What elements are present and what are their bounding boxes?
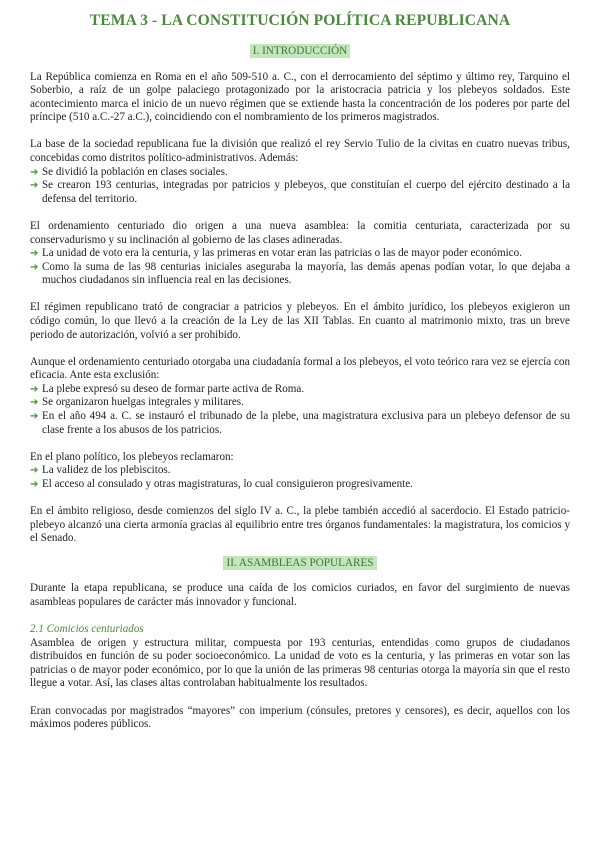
section-heading-wrap — [30, 556, 570, 571]
list-item: ➔ Se organizaron huelgas integrales y militares. — [30, 396, 244, 409]
paragraph: El ordenamiento centuriado dio origen a una nueva asamblea: la comitia centuriata, caracterizada por su conservadurismo y su inclinación al gobierno de las clases adineradas. — [30, 219, 570, 246]
arrow-icon: ➔ — [30, 465, 39, 477]
list-item: ➔ La plebe expresó su deseo de formar parte activa de Roma. — [30, 382, 305, 395]
bullet-list — [30, 247, 570, 288]
list-item: ➔ Se crearon 193 centurias, integradas por patricios y plebeyos, que constituían el cuerpo del ejército destinado a la defensa del territorio. — [30, 179, 570, 205]
arrow-icon: ➔ — [30, 248, 39, 260]
paragraph: El régimen republicano trató de congraciar a patricios y plebeyos. En el ámbito jurídico, los plebeyos exigieron un código común, lo que llevó a la creación de la Ley de las XII Tablas. En cuanto al matrimonio mixto, tras un breve periodo de autorización, volvió a ser prohibido. — [30, 301, 570, 341]
paragraph: En el plano político, los plebeyos reclamaron: — [30, 450, 234, 463]
bullet-list — [30, 166, 570, 207]
paragraph: Durante la etapa republicana, se produce una caída de los comicios curiados, en favor del surgimiento de nuevas asambleas populares de carácter más innovador y funcional. — [30, 582, 570, 608]
list-item: ➔ La unidad de voto era la centuria, y las primeras en votar eran las patricias o las de mayor poder económico. — [30, 247, 522, 260]
paragraph: La base de la sociedad republicana fue la división que realizó el rey Servio Tulio de la civitas en cuatro nuevas tribus, concebidas como distritos político-administrativos. Además: — [30, 138, 570, 165]
list-item: ➔ El acceso al consulado y otras magistraturas, lo cual consiguieron progresivamente. — [30, 477, 413, 490]
list-item: ➔ Como la suma de las 98 centurias iniciales aseguraba la mayoría, las demás apenas podían votar, lo que dejaba a muchos ciudadanos sin influencia real en las decisiones. — [30, 260, 570, 287]
subsection-heading: 2.1 Comicios centuriados — [30, 623, 144, 636]
paragraph: En el ámbito religioso, desde comienzos del siglo IV a. C., la plebe también accedió al sacerdocio. El Estado patricio-plebeyo alcanzó una cierta armonía gracias al equilibrio entre tres órganos fundamentales: la magistratura, los comicios y el Senado. — [30, 505, 570, 545]
paragraph: La República comienza en Roma en el año 509-510 a. C., con el derrocamiento del séptimo y último rey, Tarquino el Soberbio, a raíz de un golpe palaciego protagonizado por la aristocracia patricia y los plebeyos soldados. Este acontecimiento marca el inicio de un nuevo régimen que se extiende hasta la concentración de los poderes por parte del príncipe (510 a.C.-27 a.C.), coincidiendo con el nombramiento de los primeros magistrados. — [30, 70, 570, 124]
bullet-list — [30, 383, 570, 437]
list-item: ➔ En el año 494 a. C. se instauró el tribunado de la plebe, una magistratura exclusiva para un plebeyo defensor de su clase frente a los abusos de los patricios. — [30, 410, 570, 436]
section-heading-introduccion: I. INTRODUCCIÓN — [250, 44, 350, 58]
arrow-icon: ➔ — [30, 478, 39, 490]
paragraph: Asamblea de origen y estructura militar, compuesta por 193 centurias, entendidas como grupos de ciudadanos distribuidos en función de su poder socioeconómico. La unidad de voto es la centuria, y las primeras en votar son las patricias o de mayor poder económico, por lo que la unión de las primeras 98 centurias otorga la mayoría sin que el resto llegue a votar. Así, las clases altas controlaban habitualmente los resultados. — [30, 636, 570, 690]
arrow-icon: ➔ — [30, 166, 39, 178]
arrow-icon: ➔ — [30, 383, 39, 395]
page-title: TEMA 3 - LA CONSTITUCIÓN POLÍTICA REPUBLICANA — [89, 12, 511, 29]
bullet-list — [30, 464, 570, 491]
paragraph: Aunque el ordenamiento centuriado otorgaba una ciudadanía formal a los plebeyos, el voto teórico rara vez se ejercía con eficacia. Ante esta exclusión: — [30, 355, 570, 382]
paragraph: Eran convocadas por magistrados “mayores” con imperium (cónsules, pretores y censores), es decir, aquellos con los máximos poderes públicos. — [30, 704, 570, 731]
list-item: ➔ La validez de los plebiscitos. — [30, 464, 171, 477]
arrow-icon: ➔ — [30, 180, 39, 192]
arrow-icon: ➔ — [30, 411, 39, 423]
list-item: ➔ Se dividió la población en clases sociales. — [30, 165, 228, 178]
arrow-icon: ➔ — [30, 261, 39, 273]
arrow-icon: ➔ — [30, 397, 39, 409]
section-heading-wrap — [30, 44, 570, 59]
section-heading-asambleas: II. ASAMBLEAS POPULARES — [223, 556, 376, 570]
